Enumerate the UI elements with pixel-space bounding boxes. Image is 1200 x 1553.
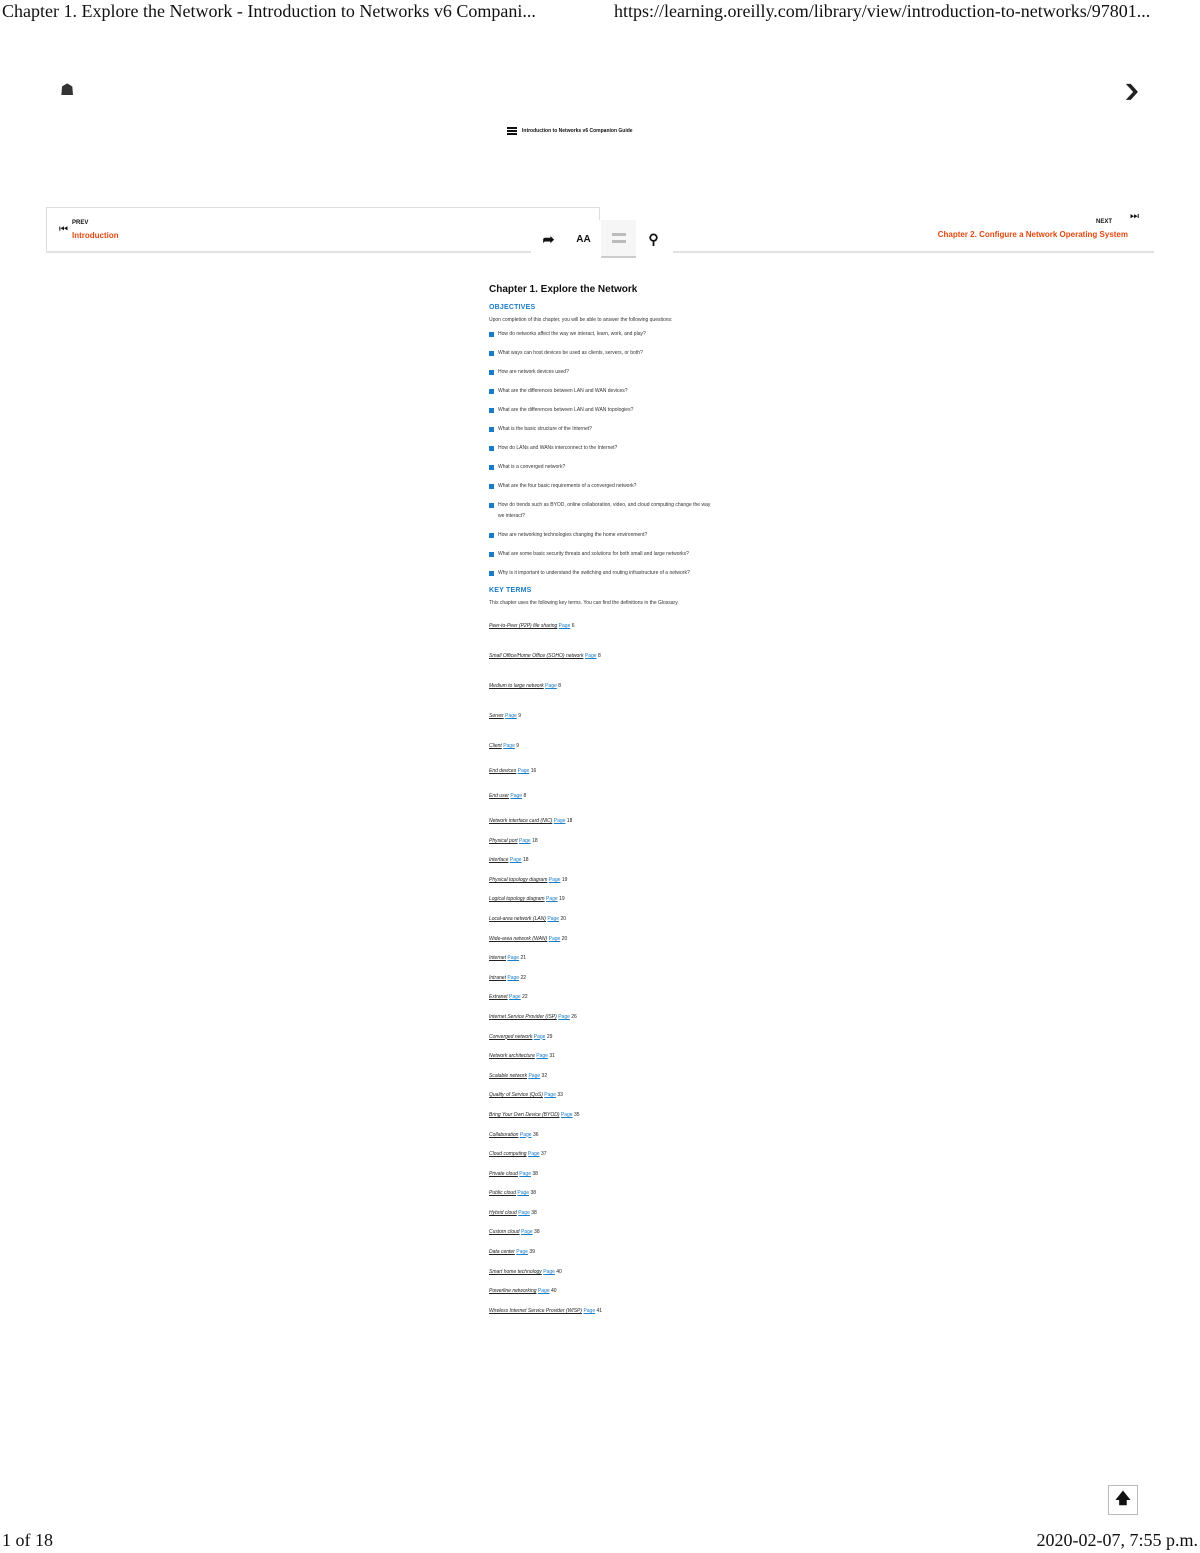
page-number: 33 bbox=[557, 1092, 563, 1099]
key-term-link[interactable]: Internet Service Provider (ISP) bbox=[489, 1013, 557, 1020]
key-term-item bbox=[489, 936, 714, 956]
print-date: 2020-02-07, 7:55 p.m. bbox=[1036, 1530, 1198, 1550]
objective-item: What are the differences between LAN and WAN topologies? bbox=[489, 405, 711, 416]
key-term-item bbox=[489, 1171, 714, 1191]
key-term-item bbox=[489, 896, 714, 916]
key-term-item bbox=[489, 838, 714, 858]
page-link[interactable]: Page bbox=[548, 935, 561, 942]
skip-forward-icon[interactable]: ⏭ bbox=[1130, 211, 1139, 222]
key-term-link[interactable]: Logical topology diagram bbox=[489, 896, 545, 903]
key-term-link[interactable]: Peer-to-Peer (P2P) file sharing bbox=[489, 623, 558, 629]
page-number: 38 bbox=[530, 1190, 536, 1197]
page-number: 19 bbox=[561, 876, 568, 883]
page-number: 38 bbox=[531, 1209, 537, 1216]
key-term-item bbox=[489, 653, 714, 683]
page-link[interactable]: Page bbox=[560, 1111, 573, 1118]
key-term-link[interactable]: Wide-area network (WAN) bbox=[489, 935, 548, 942]
key-term-item bbox=[489, 623, 714, 653]
key-term-item bbox=[489, 713, 714, 743]
page-number: 38 bbox=[534, 1229, 540, 1236]
key-term-link[interactable]: Intranet bbox=[489, 974, 506, 981]
page-link[interactable]: Page bbox=[519, 837, 531, 844]
key-term-link[interactable]: Quality of Service (QoS) bbox=[489, 1092, 543, 1099]
prev-chapter-link[interactable] bbox=[46, 207, 600, 252]
key-term-item bbox=[489, 877, 714, 897]
page-link[interactable]: Page bbox=[527, 1151, 540, 1158]
key-term-item bbox=[489, 975, 714, 995]
key-term-link[interactable]: Public cloud bbox=[489, 1190, 516, 1197]
book-title-link[interactable] bbox=[507, 127, 633, 135]
key-terms-heading: KEY TERMS bbox=[489, 587, 532, 594]
print-footer bbox=[0, 1530, 1200, 1552]
key-term-link[interactable]: Custom cloud bbox=[489, 1229, 520, 1236]
key-term-link[interactable]: Physical topology diagram bbox=[489, 876, 548, 883]
key-term-item bbox=[489, 1210, 714, 1230]
page-number: 29 bbox=[546, 1033, 553, 1040]
objectives-list bbox=[489, 329, 714, 579]
key-term-item bbox=[489, 1288, 714, 1308]
page-number: 26 bbox=[571, 1013, 577, 1020]
key-term-item bbox=[489, 955, 714, 975]
key-term-item bbox=[489, 1151, 714, 1171]
key-term-link[interactable]: Cloud computing bbox=[489, 1151, 527, 1158]
book-title: Introduction to Networks v6 Companion Guide bbox=[522, 128, 633, 134]
key-term-link[interactable]: Medium to large network bbox=[489, 683, 544, 689]
print-header-url: https://learning.oreilly.com/library/view/introduction-to-networks/97801... bbox=[614, 1, 1151, 21]
page-number: 18 bbox=[532, 837, 538, 844]
objective-item: How do LANs and WANs interconnect to the Internet? bbox=[489, 443, 711, 454]
objective-item: How are networking technologies changing the home environment? bbox=[489, 530, 711, 541]
key-term-link[interactable]: Client bbox=[489, 743, 502, 749]
page-number: 22 bbox=[522, 994, 528, 1001]
page-link[interactable]: Page bbox=[544, 1092, 556, 1099]
key-term-link[interactable]: Scalable network bbox=[489, 1072, 528, 1079]
key-term-link[interactable]: Converged network bbox=[489, 1033, 533, 1040]
page-link[interactable]: Page bbox=[545, 683, 557, 689]
page-link[interactable]: Page bbox=[558, 1013, 570, 1020]
key-term-link[interactable]: Server bbox=[489, 713, 504, 719]
key-term-link[interactable]: Extranet bbox=[489, 994, 508, 1001]
key-term-item bbox=[489, 994, 714, 1014]
page-link[interactable]: Page bbox=[528, 1072, 541, 1079]
page-link[interactable]: Page bbox=[547, 915, 560, 922]
page-link[interactable]: Page bbox=[537, 1288, 550, 1295]
page-link[interactable]: Page bbox=[548, 876, 561, 883]
key-term-link[interactable]: Interface bbox=[489, 857, 509, 864]
page-link[interactable]: Page bbox=[533, 1033, 546, 1040]
objective-item: What are some basic security threats and solutions for both small and large networks? bbox=[489, 549, 711, 560]
font-size-label: AA bbox=[576, 233, 591, 245]
page-link[interactable]: Page bbox=[553, 818, 566, 824]
toc-glyph bbox=[612, 233, 626, 243]
page-number: 41 bbox=[596, 1307, 603, 1314]
objective-item: How do trends such as BYOD, online collaboration, video, and cloud computing change the way we interact? bbox=[489, 500, 711, 522]
page-link[interactable]: Page bbox=[519, 1170, 531, 1177]
page-number: 9 bbox=[518, 713, 521, 719]
objective-item: What is a converged network? bbox=[489, 462, 711, 473]
page-link[interactable]: Page bbox=[545, 896, 558, 903]
page-number: 18 bbox=[522, 857, 529, 864]
key-term-item bbox=[489, 1053, 714, 1073]
page-number: 8 bbox=[523, 793, 527, 799]
chapter-navigation bbox=[46, 207, 1154, 254]
page-link[interactable]: Page bbox=[558, 623, 571, 629]
page-number: 38 bbox=[532, 1170, 538, 1177]
key-term-item bbox=[489, 1269, 714, 1289]
objective-item: What is the basic structure of the Internet? bbox=[489, 424, 711, 435]
key-term-item bbox=[489, 793, 714, 818]
key-term-item bbox=[489, 1190, 714, 1210]
objective-item: How are network devices used? bbox=[489, 367, 711, 378]
objective-item: What are the four basic requirements of a converged network? bbox=[489, 481, 711, 492]
key-term-item bbox=[489, 743, 714, 768]
home-icon[interactable]: ☗ bbox=[60, 82, 75, 99]
key-terms-intro: This chapter uses the following key terms. You can find the definitions in the Glossary. bbox=[489, 600, 679, 606]
prev-chapter-title[interactable]: Introduction bbox=[72, 231, 119, 240]
key-term-item bbox=[489, 1249, 714, 1269]
key-terms-list bbox=[489, 623, 714, 1327]
page-number: 39 bbox=[529, 1249, 535, 1256]
page-link[interactable]: Page bbox=[584, 653, 597, 659]
page-link[interactable]: Page bbox=[517, 1190, 530, 1197]
page-link[interactable]: Page bbox=[519, 1131, 532, 1138]
print-header-title: Chapter 1. Explore the Network - Introduction to Networks v6 Compani... bbox=[2, 1, 536, 21]
objectives-intro: Upon completion of this chapter, you will be able to answer the following questions: bbox=[489, 317, 673, 323]
page-number: 31 bbox=[549, 1053, 555, 1060]
toc-icon[interactable] bbox=[601, 220, 636, 258]
page-number: 20 bbox=[560, 915, 566, 922]
key-term-item bbox=[489, 916, 714, 936]
page-number: 32 bbox=[541, 1072, 548, 1079]
page-number: 16 bbox=[530, 768, 537, 774]
chapter-content bbox=[489, 284, 714, 1327]
page-number: 36 bbox=[532, 1131, 539, 1138]
page-count: 1 of 18 bbox=[2, 1530, 53, 1550]
page-link[interactable]: Page bbox=[583, 1307, 596, 1314]
key-term-item bbox=[489, 1112, 714, 1132]
page-link[interactable]: Page bbox=[510, 793, 523, 799]
arrow-up-icon[interactable]: 🡅 bbox=[1108, 1485, 1138, 1515]
key-term-link[interactable]: Bring Your Own Device (BYOD) bbox=[489, 1111, 560, 1118]
toc-lines-icon bbox=[507, 127, 517, 135]
page-link[interactable]: Page bbox=[507, 974, 520, 981]
key-term-link[interactable]: End user bbox=[489, 793, 510, 799]
chapter-title: Chapter 1. Explore the Network bbox=[489, 284, 638, 295]
key-term-item bbox=[489, 1092, 714, 1112]
page-number: 40 bbox=[551, 1288, 557, 1295]
page-link[interactable]: Page bbox=[518, 1209, 530, 1216]
key-term-link[interactable]: Wireless Internet Service Provider (WISP) bbox=[489, 1307, 583, 1314]
page-link[interactable]: Page bbox=[505, 713, 517, 719]
page-number: 18 bbox=[566, 818, 573, 824]
key-term-item bbox=[489, 1034, 714, 1054]
page-number: 22 bbox=[520, 974, 526, 981]
objectives-heading: OBJECTIVES bbox=[489, 304, 536, 311]
key-term-link[interactable]: Private cloud bbox=[489, 1170, 518, 1177]
key-term-link[interactable]: Collaboration bbox=[489, 1131, 519, 1138]
objective-item: Why is it important to understand the switching and routing infrastructure of a network? bbox=[489, 568, 711, 579]
chevron-down-icon[interactable]: ❯ bbox=[1122, 83, 1142, 100]
page-link[interactable]: Page bbox=[543, 1268, 555, 1275]
key-term-item bbox=[489, 768, 714, 793]
objective-item: What ways can host devices be used as clients, servers, or both? bbox=[489, 348, 711, 359]
page-link[interactable]: Page bbox=[517, 768, 530, 774]
objective-item: How do networks affect the way we interact, learn, work, and play? bbox=[489, 329, 711, 340]
key-term-link[interactable]: Physical port bbox=[489, 837, 518, 844]
key-term-item bbox=[489, 1308, 714, 1328]
reader-toolbar bbox=[531, 220, 673, 260]
key-term-item bbox=[489, 818, 714, 838]
print-header bbox=[0, 0, 1200, 24]
key-term-link[interactable]: End devices bbox=[489, 768, 517, 774]
page-number: 40 bbox=[556, 1268, 562, 1275]
key-term-link[interactable]: Small Office/Home Office (SOHO) network bbox=[489, 653, 584, 659]
key-term-link[interactable]: Internet bbox=[489, 955, 506, 962]
page-link[interactable]: Page bbox=[520, 1229, 533, 1236]
page-number: 35 bbox=[573, 1111, 580, 1118]
page-number: 8 bbox=[558, 683, 561, 689]
page-link[interactable]: Page bbox=[509, 994, 521, 1001]
page-number: 6 bbox=[571, 623, 575, 629]
key-term-link[interactable]: Network architecture bbox=[489, 1053, 535, 1060]
page-number: 19 bbox=[559, 896, 565, 903]
page-link[interactable]: Page bbox=[507, 955, 520, 962]
page-link[interactable]: Page bbox=[503, 743, 515, 749]
page-link[interactable]: Page bbox=[516, 1249, 528, 1256]
search-icon[interactable]: ⚲ bbox=[648, 230, 659, 247]
objective-item: What are the differences between LAN and WAN devices? bbox=[489, 386, 711, 397]
key-term-item bbox=[489, 1014, 714, 1034]
page-number: 37 bbox=[541, 1151, 547, 1158]
page-link[interactable]: Page bbox=[536, 1053, 548, 1060]
prev-label: PREV bbox=[72, 220, 89, 226]
page-number: 8 bbox=[597, 653, 601, 659]
page-number: 21 bbox=[520, 955, 526, 962]
next-label: NEXT bbox=[1095, 219, 1112, 225]
page-number: 20 bbox=[561, 935, 568, 942]
key-term-item bbox=[489, 1073, 714, 1093]
skip-back-icon: ⏮ bbox=[59, 224, 68, 235]
key-term-item bbox=[489, 1229, 714, 1249]
font-size-icon[interactable] bbox=[566, 220, 601, 258]
key-term-link[interactable]: Hybrid cloud bbox=[489, 1209, 517, 1216]
key-term-link[interactable]: Smart home technology bbox=[489, 1268, 542, 1275]
key-term-item bbox=[489, 683, 714, 713]
key-term-link[interactable]: Local-area network (LAN) bbox=[489, 915, 546, 922]
page-number: 9 bbox=[516, 743, 520, 749]
key-term-link[interactable]: Powerline networking bbox=[489, 1288, 537, 1295]
next-chapter-title[interactable]: Chapter 2. Configure a Network Operating System bbox=[937, 230, 1128, 239]
key-term-link[interactable]: Network interface card (NIC) bbox=[489, 818, 553, 824]
share-icon[interactable]: ➦ bbox=[542, 230, 555, 247]
page-link[interactable]: Page bbox=[509, 857, 522, 864]
key-term-item bbox=[489, 1132, 714, 1152]
key-term-link[interactable]: Data center bbox=[489, 1249, 515, 1256]
key-term-item bbox=[489, 857, 714, 877]
